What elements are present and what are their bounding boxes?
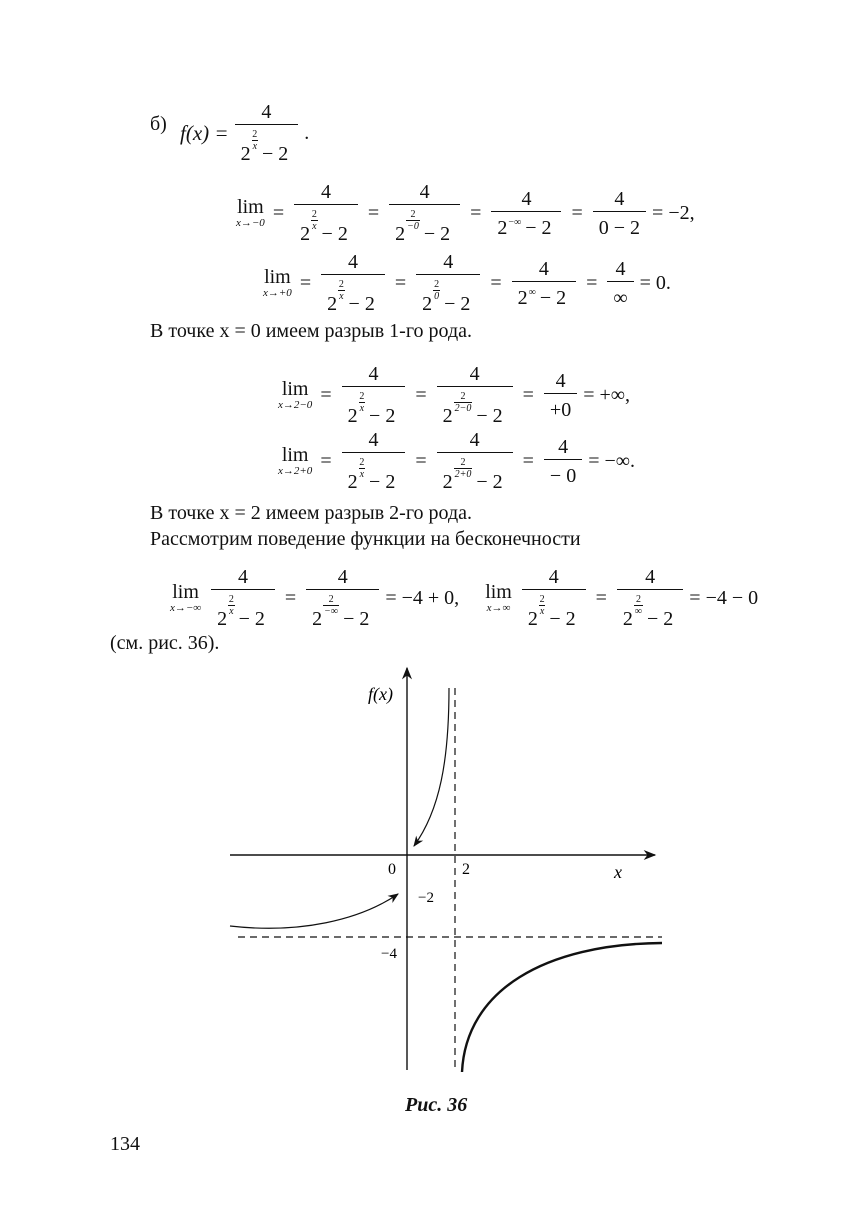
lim-subscript: x→∞ (486, 602, 511, 614)
equals: = (586, 271, 598, 294)
exp-num: 2 (434, 279, 440, 290)
equals: = (522, 383, 534, 406)
minus-two: − 2 (539, 286, 567, 309)
numerator: 4 (368, 363, 379, 385)
base: 2 (217, 608, 228, 630)
exp-den: 0 (434, 291, 440, 302)
exp-num: 2 (539, 594, 545, 605)
equals: = (415, 449, 427, 472)
exp-num: 2 (410, 209, 416, 220)
numerator: 4 (645, 566, 656, 588)
minus-two: − 2 (348, 293, 375, 315)
origin-label: 0 (388, 861, 396, 878)
page-number: 134 (110, 1133, 140, 1155)
part-label: б) (150, 113, 167, 135)
middle-branch-curve (414, 688, 449, 846)
exp-den: x (312, 221, 317, 232)
lim-word: lim (264, 266, 291, 288)
exp-den: −∞ (324, 606, 339, 617)
numerator: 4 (615, 257, 626, 280)
lim-subscript: x→−0 (236, 217, 265, 229)
text-discontinuity-1: В точке x = 0 имеем разрыв 1-го рода. (150, 320, 473, 342)
minus-two: − 2 (444, 293, 471, 315)
result: = −4 − 0 (689, 586, 759, 609)
equals: = (394, 271, 407, 294)
x-axis-label: x (614, 862, 622, 882)
result: = +∞, (583, 383, 631, 406)
numerator: 4 (521, 187, 532, 210)
exp-den: x (339, 291, 344, 302)
minus-two: − 2 (321, 223, 348, 245)
exp-num: 2 (359, 457, 365, 468)
minus-two: − 2 (476, 471, 503, 493)
fraction-numerator: 4 (261, 101, 272, 123)
base: 2 (442, 405, 453, 427)
lim-word: lim (485, 581, 512, 603)
minus-two: − 2 (369, 471, 396, 493)
exp-num: 2 (328, 594, 334, 605)
equals: = (299, 271, 312, 294)
minus-two: − 2 (262, 143, 289, 165)
result: = −2, (652, 201, 695, 224)
numerator: 4 (337, 566, 348, 588)
numerator: 4 (347, 251, 358, 273)
equals: = (272, 201, 285, 224)
numerator: 4 (368, 429, 379, 451)
denominator: 0 − 2 (593, 211, 646, 240)
numerator: 4 (538, 257, 549, 280)
numerator: 4 (558, 435, 569, 458)
equals: = (595, 586, 607, 609)
equals: = (320, 449, 332, 472)
minus-two: − 2 (647, 608, 674, 630)
exp-num: 2 (635, 594, 641, 605)
equals: = (571, 201, 583, 224)
exp-den: x (359, 469, 365, 480)
base: 2 (517, 286, 528, 309)
exp-num: 2 (460, 391, 466, 402)
numerator: 4 (443, 251, 454, 273)
x-tick-2-label: 2 (462, 861, 470, 878)
lim-subscript: x→2−0 (278, 399, 313, 411)
exp-den: x (359, 403, 365, 414)
equals: = (320, 383, 332, 406)
minus-two: − 2 (343, 608, 370, 630)
numerator: 4 (419, 181, 430, 203)
base: 2 (347, 405, 358, 427)
exp-num: 2 (311, 209, 317, 220)
text-infinity-behavior: Рассмотрим поведение функции на бесконечности (150, 528, 581, 550)
equals: = (470, 201, 482, 224)
y-tick-minus2-label: −2 (418, 890, 434, 906)
minus-two: − 2 (549, 608, 576, 630)
numerator: 4 (320, 181, 331, 203)
base: 2 (312, 608, 323, 630)
equals: = (284, 586, 297, 609)
denominator: ∞ (607, 281, 633, 310)
result: = −4 + 0, (385, 586, 460, 609)
exp-num: 2 (460, 457, 466, 468)
exp-num: 2 (228, 594, 234, 605)
minus-two: − 2 (525, 216, 552, 239)
exp-den: ∞ (634, 606, 643, 617)
exp-value: ∞ (528, 286, 536, 298)
numerator: 4 (469, 363, 480, 385)
text-discontinuity-2: В точке x = 2 имеем разрыв 2-го рода. (150, 502, 473, 524)
base: 2 (442, 471, 453, 493)
base: 2 (300, 223, 311, 245)
exp-den: x (539, 606, 545, 617)
exp-den: 2+0 (454, 469, 472, 480)
lim-subscript: x→2+0 (278, 465, 313, 477)
base: 2 (497, 216, 508, 239)
period: . (304, 121, 310, 144)
lim-subscript: x→−∞ (170, 602, 202, 614)
numerator: 4 (614, 187, 625, 210)
exp-num: 2 (338, 279, 344, 290)
left-branch-curve (230, 894, 398, 928)
denominator: +0 (544, 393, 577, 422)
exp-num: 2 (252, 129, 258, 140)
base: 2 (527, 608, 538, 630)
lim-word: lim (237, 196, 264, 218)
equals: = (522, 449, 534, 472)
right-branch-curve (462, 943, 662, 1072)
numerator: 4 (238, 566, 249, 588)
minus-two: − 2 (476, 405, 503, 427)
equals: = (415, 383, 427, 406)
figure-reference: (см. рис. 36). (110, 632, 220, 654)
exp-den: 2−0 (454, 403, 472, 414)
base: 2 (347, 471, 358, 493)
numerator: 4 (469, 429, 480, 451)
base: 2 (395, 223, 406, 245)
denominator: − 0 (544, 459, 582, 488)
lim-word: lim (281, 378, 309, 400)
numerator: 4 (555, 369, 566, 392)
y-axis-label: f(x) (368, 684, 393, 704)
lim-word: lim (172, 581, 199, 603)
figure-caption: Рис. 36 (405, 1094, 468, 1116)
equals: = (367, 201, 380, 224)
base: 2 (327, 293, 338, 315)
minus-two: − 2 (238, 608, 265, 630)
exp-value: −∞ (508, 216, 522, 228)
exp-den: x (229, 606, 234, 617)
lim-word: lim (281, 444, 309, 466)
base: 2 (422, 293, 433, 315)
exp-den: x (252, 141, 258, 152)
result: = −∞. (588, 449, 636, 472)
exp-num: 2 (359, 391, 365, 402)
equals: = (490, 271, 502, 294)
power-base: 2 (240, 143, 251, 165)
minus-two: − 2 (369, 405, 396, 427)
exp-den: −0 (407, 221, 419, 232)
function-head: f(x) = (180, 120, 229, 145)
lim-subscript: x→+0 (263, 287, 292, 299)
numerator: 4 (548, 566, 559, 588)
base: 2 (622, 608, 633, 630)
result: = 0. (639, 271, 671, 294)
minus-two: − 2 (423, 223, 451, 245)
y-tick-minus4-label: −4 (381, 946, 397, 962)
